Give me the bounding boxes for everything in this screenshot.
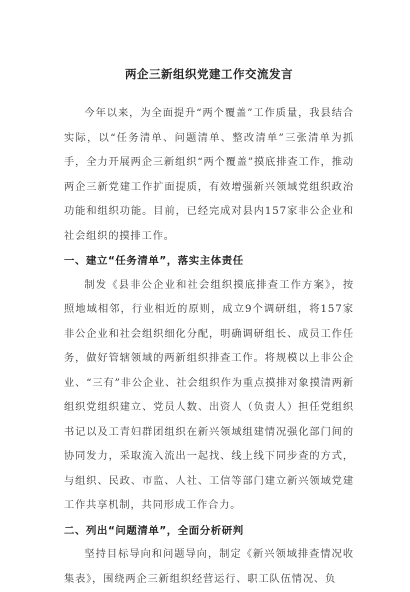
document-title: 两企三新组织党建工作交流发言: [125, 67, 293, 81]
section-heading-2: 二、列出“问题清单”，全面分析研判: [64, 524, 244, 537]
section-heading-1: 一、建立“任务清单”，落实主体责任: [64, 255, 244, 267]
section-1-paragraph: 制发《县非公企业和社会组织摸底排查工作方案》，按照地域相邻，行业相近的原则，成立9个调研组，将157家非公企业和社会组织细化分配，明确调研组长、成员工作任务，做好管辖领域的两新组织排查工作。将规模以上非公企业、“三有”非公企业、社会组织作为重点摸排对象摸清两新组织党组织建立、党员人数、出资人（负责人）担任党组织书记以及工青妇群团组织在新兴领域组建情况强化部门间的协同发力，采取流入流出一起找、线上线下同步查的方式，与组织、民政、市监、人社、工信等部门建立新兴领域党建工作共享机制，共同形成工作合力。: [64, 279, 354, 511]
intro-paragraph: 今年以来，为全面提升“两个覆盖”工作质量，我县结合实际，以“任务清单、问题清单、整改清单”三张清单为抓手，全力开展两企三新组织“两个覆盖”摸底排查工作，推动两企三新党建工作扩面提质，有效增强新兴领域党组织政治功能和组织功能。目前，已经完成对县内157家非公企业和社会组织的摸排工作。: [64, 108, 354, 242]
section-2-paragraph: 坚持目标导向和问题导向，制定《新兴领域排查情况收集表》，围绕两企三新组织经营运行、职工队伍情况、负: [64, 549, 354, 585]
